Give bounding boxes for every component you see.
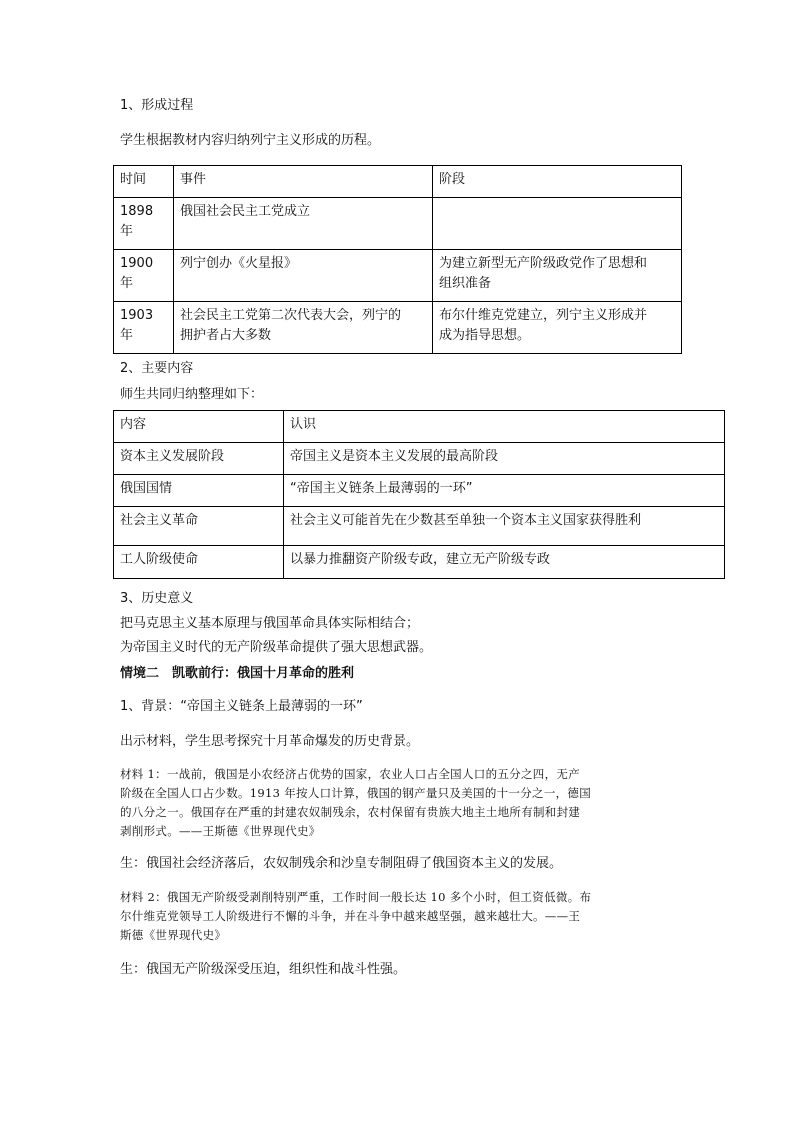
table-row [114,302,682,354]
table-row [114,507,725,546]
scenario2-title: 情境二 凯歌前行：俄国十月革命的胜利 [120,666,355,681]
material1-line: 材料 1：一战前，俄国是小农经济占优势的国家，农业人口占全国人口的五分之四，无产 [120,767,580,781]
background-heading: 1、背景：“帝国主义链条上最薄弱的一环” [120,699,363,714]
table-cell-content: 俄国国情 [114,475,284,507]
section3-line2: 为帝国主义时代的无产阶级革命提供了强大思想武器。 [120,640,433,655]
table-row [114,198,682,250]
table-row [114,475,725,507]
table-header-row [114,166,682,198]
table-cell-view: 帝国主义是资本主义发展的最高阶段 [284,443,725,475]
table-cell-view: 社会主义可能首先在少数甚至单独一个资本主义国家获得胜利 [284,507,725,546]
table-row [114,443,725,475]
material1-line: 的八分之一。俄国存在严重的封建农奴制残余，农村保留有贵族大地主土地所有制和封建 [120,805,581,819]
table-cell-time: 1903 年 [114,302,174,354]
table-cell-event: 列宁创办《火星报》 [174,250,433,302]
table-cell-event: 社会民主工党第二次代表大会，列宁的 拥护者占大多数 [174,302,433,354]
table-cell-content: 资本主义发展阶段 [114,443,284,475]
material2-line: 尔什维克党领导工人阶级进行不懈的斗争，并在斗争中越来越坚强，越来越壮大。——王 [120,909,581,923]
material2-line: 斯德《世界现代史》 [120,928,227,942]
section2-intro: 师生共同归纳整理如下： [120,387,264,402]
section1-heading: 1、形成过程 [120,98,194,113]
student-answer-2: 生：俄国无产阶级深受压迫，组织性和战斗性强。 [120,962,407,977]
section3-line1: 把马克思主义基本原理与俄国革命具体实际相结合； [120,616,420,631]
table-cell-view: 以暴力推翻资产阶级专政，建立无产阶级专政 [284,546,725,579]
material1-line: 阶级在全国人口占少数。1913 年按人口计算，俄国的钢产量只及美国的十一分之一，德国 [120,786,592,800]
student-answer-1: 生：俄国社会经济落后，农奴制残余和沙皇专制阻碍了俄国资本主义的发展。 [120,856,563,871]
table-header-row [114,411,725,443]
table-header-cell: 阶段 [433,166,682,198]
section1-intro: 学生根据教材内容归纳列宁主义形成的历程。 [120,133,381,148]
table-row [114,546,725,579]
table-header-cell: 认识 [284,411,725,443]
material2-line: 材料 2：俄国无产阶级受剥削特别严重，工作时间一般长达 10 多个小时，但工资低微。布 [120,890,592,904]
table-cell-time: 1900 年 [114,250,174,302]
table-cell-stage: 布尔什维克党建立，列宁主义形成并 成为指导思想。 [433,302,682,354]
table-header-cell: 内容 [114,411,284,443]
table-header-cell: 时间 [114,166,174,198]
table-header-cell: 事件 [174,166,433,198]
table-row [114,250,682,302]
table-cell-content: 社会主义革命 [114,507,284,546]
table-cell-stage [433,198,682,250]
material1-line: 剥削形式。——王斯德《世界现代史》 [120,824,321,838]
section2-heading: 2、主要内容 [120,361,194,376]
table-cell-event: 俄国社会民主工党成立 [174,198,433,250]
table-cell-content: 工人阶级使命 [114,546,284,579]
background-intro: 出示材料，学生思考探究十月革命爆发的历史背景。 [120,734,420,749]
section3-heading: 3、历史意义 [120,591,194,606]
formation-table [113,165,682,354]
table-cell-stage: 为建立新型无产阶级政党作了思想和 组织准备 [433,250,682,302]
table-cell-time: 1898 年 [114,198,174,250]
table-cell-view: “帝国主义链条上最薄弱的一环” [284,475,725,507]
content-table [113,410,725,579]
